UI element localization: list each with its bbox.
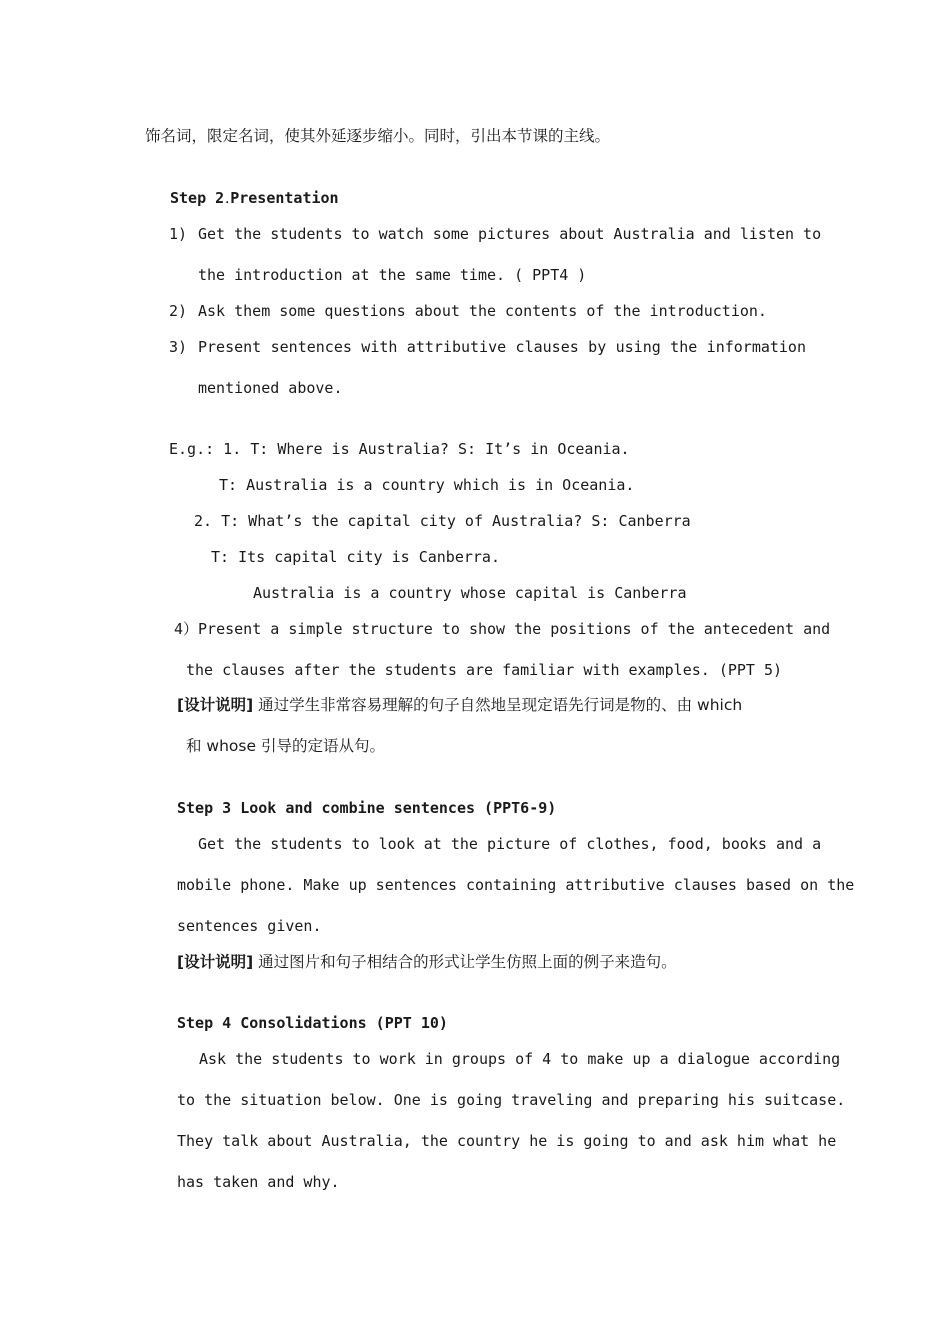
step2-design-note [177,695,742,715]
design-note-label: [设计说明] [177,953,254,971]
step3-heading: Step 3 Look and combine sentences (PPT6-9) [177,799,557,817]
step2-item3-number: 3) [169,338,188,356]
step3-line1: Get the students to look at the picture of clothes, food, books and a [198,835,822,853]
step2-item3-line1: Present sentences with attributive clauses by using the information [198,338,806,356]
step2-heading-sep: . [224,195,231,206]
step2-heading-prefix: Step 2 [170,189,225,207]
step4-line3: They talk about Australia, the country he is going to and ask him what he [177,1132,837,1150]
step2-item2-number: 2) [169,302,188,320]
step3-design-note [177,952,677,972]
step2-item1-line2: the introduction at the same time. ( PPT4 ) [198,266,587,284]
step2-item4-line2: the clauses after the students are familiar with examples. (PPT 5) [186,661,783,679]
step3-line2: mobile phone. Make up sentences containing attributive clauses based on the [177,876,855,894]
intro-line: 饰名词，限定名词，使其外延逐步缩小。同时，引出本节课的主线。 [145,127,611,145]
step3-line3: sentences given. [177,917,322,935]
step2-heading [170,188,339,211]
example-line-1: E.g.: 1. T: Where is Australia? S: It’s in Oceania. [169,440,630,458]
step4-line4: has taken and why. [177,1173,340,1191]
step2-item2-line1: Ask them some questions about the contents of the introduction. [198,302,767,320]
step4-heading: Step 4 Consolidations (PPT 10) [177,1014,448,1032]
step2-item1-line1: Get the students to watch some pictures about Australia and listen to [198,225,822,243]
example-line-2: T: Australia is a country which is in Oceania. [219,476,635,494]
example-line-3: 2. T: What’s the capital city of Australia? S: Canberra [194,512,691,530]
step2-heading-title: Presentation [230,189,339,207]
design-note-text-line2: 和 whose 引导的定语从句。 [186,737,385,755]
step2-item4-line1: 4）Present a simple structure to show the positions of the antecedent and [174,620,831,638]
design-note-text-line1: 通过学生非常容易理解的句子自然地呈现定语先行词是物的、由 which [258,696,743,714]
step4-line1: Ask the students to work in groups of 4 to make up a dialogue according [199,1050,841,1068]
example-line-5: Australia is a country whose capital is Canberra [253,584,687,602]
example-line-4: T: Its capital city is Canberra. [211,548,500,566]
design-note-label: [设计说明] [177,696,254,714]
step2-item1-number: 1) [169,225,188,243]
step2-item3-line2: mentioned above. [198,379,343,397]
step4-line2: to the situation below. One is going traveling and preparing his suitcase. [177,1091,846,1109]
design-note-text: 通过图片和句子相结合的形式让学生仿照上面的例子来造句。 [258,953,677,971]
